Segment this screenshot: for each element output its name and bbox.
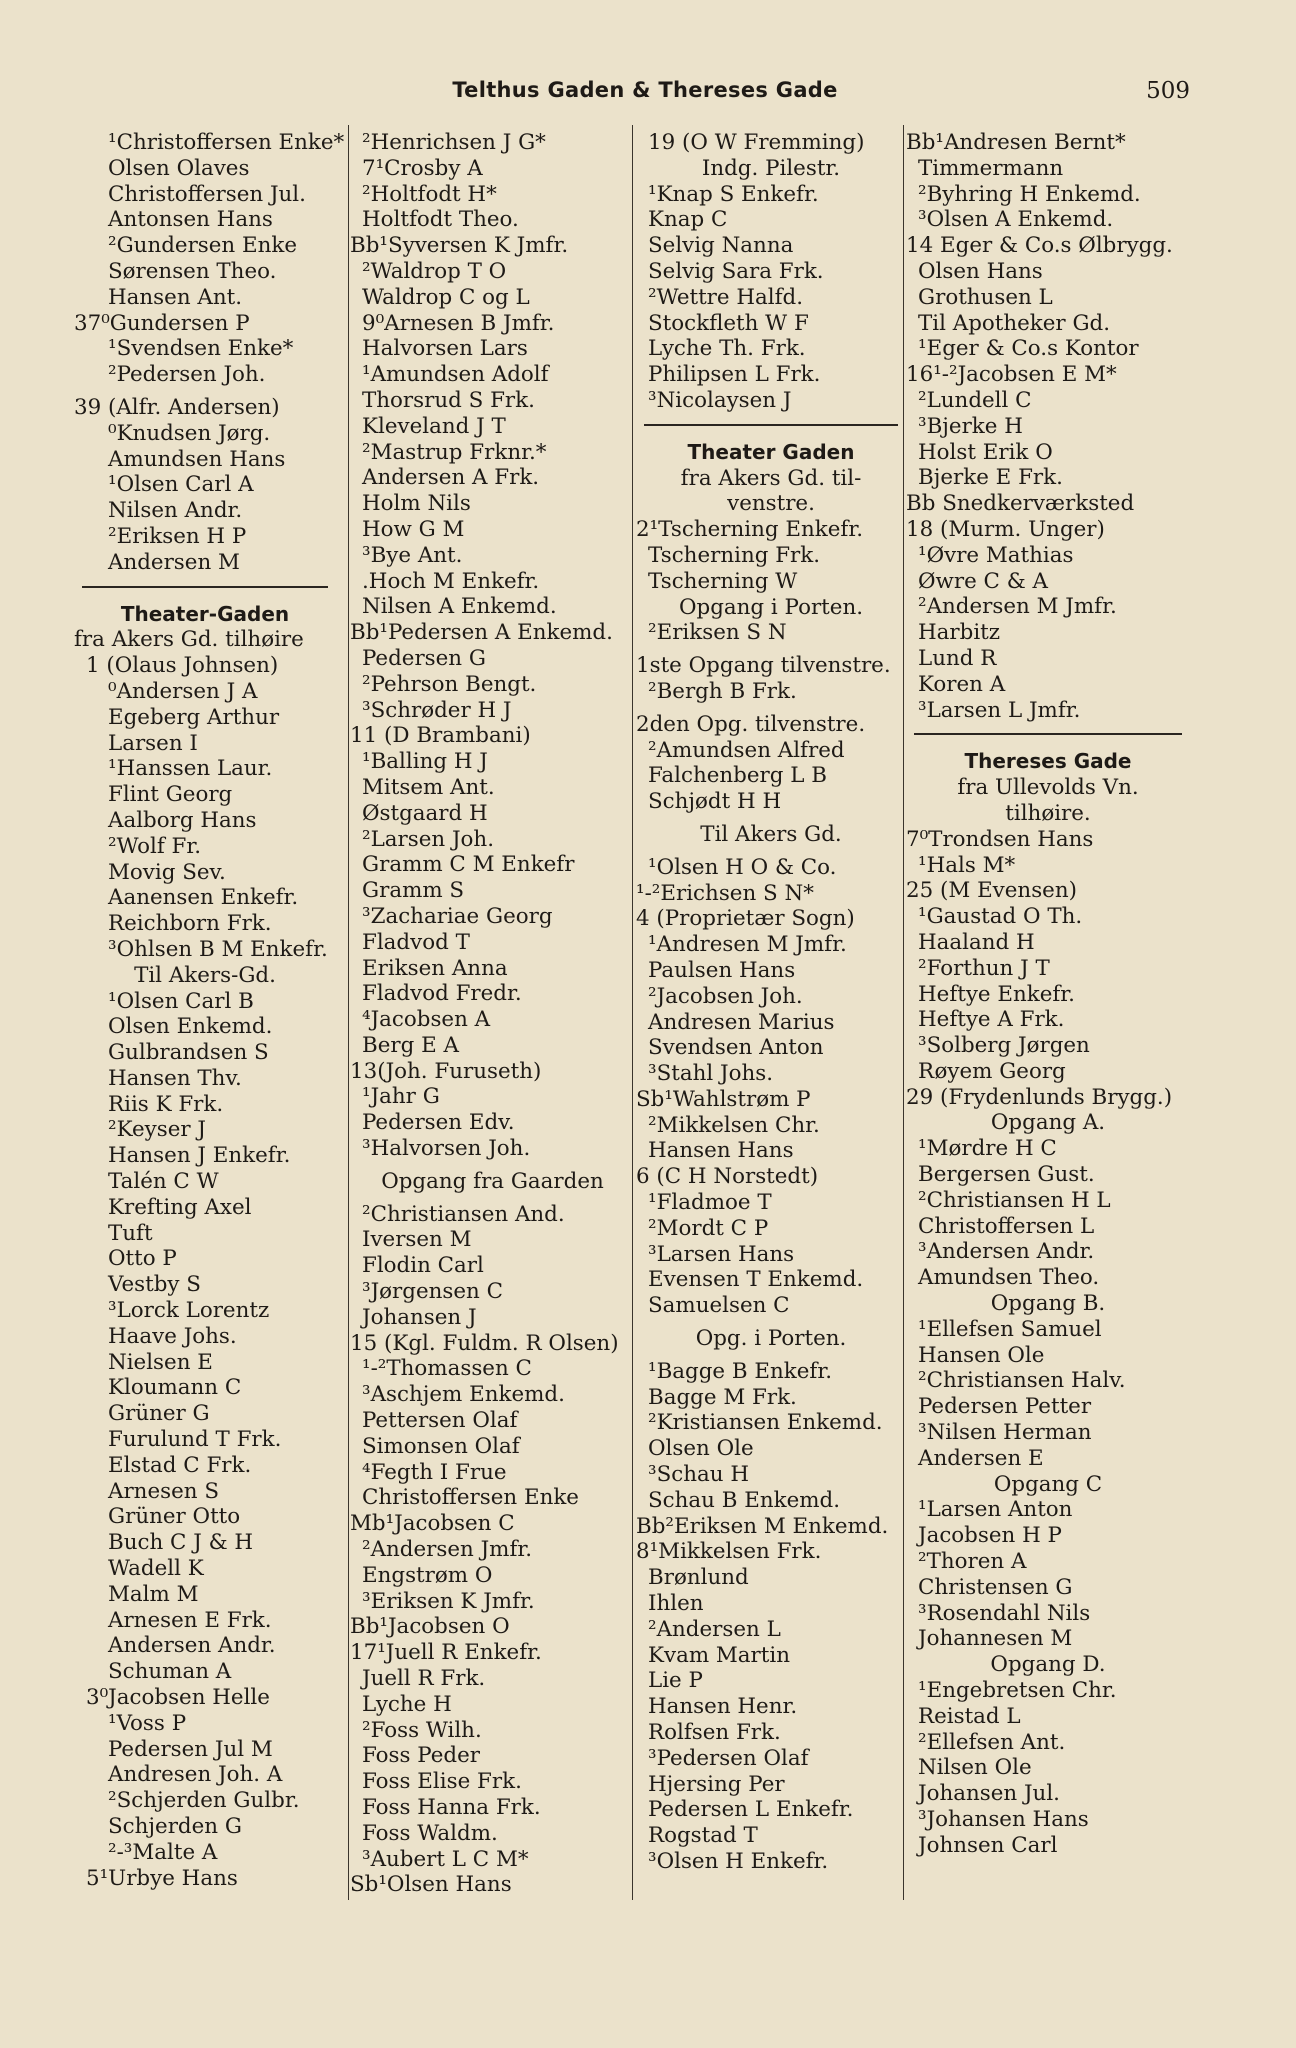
directory-entry: Andresen Joh. A	[108, 1762, 283, 1788]
entrance-heading: fra Ullevolds Vn.	[957, 775, 1139, 801]
directory-entry: ³Schau H	[648, 1462, 749, 1488]
directory-entry: Bjerke E Frk.	[918, 465, 1063, 491]
directory-entry: ¹Knap S Enkefr.	[648, 181, 819, 207]
directory-entry: Schau B Enkemd.	[648, 1487, 841, 1513]
directory-entry: ²Jacobsen Joh.	[648, 983, 803, 1009]
directory-entry: ²Christiansen Halv.	[918, 1368, 1126, 1394]
entrance-heading: Til Akers Gd.	[700, 821, 842, 847]
directory-entry: Movig Sev.	[108, 859, 226, 885]
directory-entry: ¹Gaustad O Th.	[918, 904, 1083, 930]
column-4	[906, 130, 1190, 1859]
directory-entry: ¹Olsen H O & Co.	[648, 854, 837, 880]
directory-entry: ²Mastrup Frknr.*	[362, 439, 547, 465]
directory-entry: Hansen Ole	[918, 1342, 1045, 1368]
directory-entry: Hansen J Enkefr.	[108, 1143, 291, 1169]
directory-entry: Johansen J	[362, 1304, 477, 1330]
entrance-heading: Opg. i Porten.	[695, 1326, 847, 1352]
directory-entry: Olsen Enkemd.	[108, 1014, 273, 1040]
directory-entry: Krefting Axel	[108, 1194, 252, 1220]
directory-entry: 37⁰Gundersen P	[74, 310, 250, 336]
directory-entry: Gramm C M Enkefr	[362, 852, 575, 878]
directory-entry: Fladvod T	[362, 929, 470, 955]
directory-entry: Andresen Marius	[648, 1009, 835, 1035]
directory-entry: ³Johansen Hans	[918, 1807, 1089, 1832]
directory-entry: Haaland H	[918, 929, 1035, 955]
directory-entry: Grüner Otto	[108, 1504, 241, 1530]
directory-entry: Reichborn Frk.	[108, 911, 272, 937]
directory-entry: ⁴Jacobsen A	[362, 1007, 491, 1033]
directory-entry: ²Christiansen H L	[918, 1187, 1111, 1213]
directory-entry: Johnsen Carl	[918, 1832, 1058, 1858]
directory-entry: ³Olsen A Enkemd.	[918, 207, 1114, 233]
directory-entry: Furulund T Frk.	[108, 1427, 282, 1453]
spacer	[350, 1195, 635, 1202]
directory-entry: Antonsen Hans	[108, 207, 273, 233]
directory-entry: ²-³Malte A	[108, 1839, 218, 1865]
directory-entry: 3⁰Jacobsen Helle	[86, 1685, 270, 1711]
directory-entry: Gulbrandsen S	[108, 1040, 269, 1066]
street-heading: Thereses Gade	[964, 749, 1132, 774]
directory-entry: Tuft	[108, 1220, 153, 1246]
directory-entry: Samuelsen C	[648, 1293, 790, 1319]
directory-entry: Schuman A	[108, 1659, 232, 1685]
directory-entry: Pedersen Edv.	[362, 1110, 515, 1136]
directory-entry: ²Pedersen Joh.	[108, 362, 266, 388]
directory-entry: ³Andersen Andr.	[918, 1239, 1095, 1265]
directory-entry: ¹Ellefsen Samuel	[918, 1316, 1102, 1342]
directory-entry: ²Ellefsen Ant.	[918, 1729, 1066, 1755]
directory-entry: Andersen A Frk.	[362, 465, 540, 491]
entrance-heading: fra Akers Gd. til-	[680, 465, 862, 491]
directory-entry: Foss Waldm.	[362, 1820, 498, 1846]
directory-entry: ¹Voss P	[108, 1710, 187, 1736]
directory-entry: ⁰Knudsen Jørg.	[108, 420, 271, 446]
entrance-heading: Opgang D.	[990, 1652, 1106, 1678]
section-rule	[644, 424, 898, 426]
directory-entry: Grothusen L	[918, 284, 1053, 310]
directory-entry: ¹Olsen Carl A	[108, 472, 254, 498]
column-divider	[348, 125, 349, 1900]
directory-entry: Holst Erik O	[918, 439, 1053, 465]
directory-entry: ²Andersen M Jmfr.	[918, 594, 1117, 620]
directory-entry: Nilsen A Enkemd.	[362, 594, 557, 620]
entrance-heading: Opgang fra Gaarden	[381, 1168, 604, 1194]
directory-entry: 25 (M Evensen)	[906, 878, 1077, 904]
directory-entry: fra Akers Gd. tilhøire	[74, 627, 304, 653]
directory-entry: ¹-²Erichsen S N*	[636, 880, 814, 906]
directory-entry: Koren A	[918, 671, 1006, 697]
directory-entry: Lie P	[648, 1668, 703, 1694]
directory-entry: Pedersen G	[362, 645, 486, 671]
directory-entry: Flint Georg	[108, 782, 233, 808]
directory-entry: Pedersen Jul M	[108, 1736, 273, 1762]
directory-entry: 6 (C H Norstedt)	[636, 1164, 819, 1190]
directory-entry: Bergersen Gust.	[918, 1162, 1095, 1188]
directory-entry: ²Mordt C P	[648, 1215, 769, 1241]
directory-entry: How G M	[362, 516, 465, 542]
directory-entry: Sb¹Wahlstrøm P	[636, 1086, 811, 1112]
directory-entry: Egeberg Arthur	[108, 704, 280, 730]
directory-entry: Hjersing Per	[648, 1771, 785, 1797]
directory-entry: ³Lorck Lorentz	[108, 1298, 270, 1324]
directory-entry: Andersen E	[918, 1445, 1044, 1471]
directory-entry: Iversen M	[362, 1227, 472, 1253]
spacer	[636, 1319, 906, 1326]
directory-entry: 17¹Juell R Enkefr.	[350, 1640, 542, 1666]
directory-entry: Amundsen Hans	[108, 446, 286, 472]
directory-entry: ²Eriksen H P	[108, 523, 247, 549]
directory-entry: ¹Amundsen Adolf	[362, 362, 549, 388]
directory-entry: 29 (Frydenlunds Brygg.)	[906, 1084, 1173, 1110]
directory-entry: ³Aschjem Enkemd.	[362, 1382, 565, 1408]
directory-entry: ⁴Fegth I Frue	[362, 1459, 507, 1485]
directory-entry: Ihlen	[648, 1591, 704, 1617]
directory-entry: Pedersen Petter	[918, 1394, 1092, 1420]
directory-entry: 1ste Opgang tilvenstre.	[636, 653, 891, 679]
directory-entry: ⁰Andersen J A	[108, 678, 258, 704]
directory-entry: ¹Eger & Co.s Kontor	[918, 336, 1139, 362]
directory-entry: ¹Øvre Mathias	[918, 542, 1074, 568]
directory-entry: Gramm S	[362, 878, 465, 904]
directory-entry: ²Gundersen Enke	[108, 233, 298, 259]
directory-entry: Otto P	[108, 1246, 177, 1272]
directory-entry: ³Rosendahl Nils	[918, 1600, 1091, 1626]
directory-entry: 16¹-²Jacobsen E M*	[906, 362, 1117, 388]
directory-entry: ¹Balling H J	[362, 749, 488, 775]
directory-entry: ²Andersen L	[648, 1616, 781, 1642]
directory-entry: Pedersen L Enkefr.	[648, 1797, 854, 1823]
directory-entry: Arnesen S	[108, 1478, 219, 1504]
directory-entry: Kvam Martin	[648, 1642, 790, 1668]
directory-entry: Rolfsen Frk.	[648, 1720, 781, 1746]
directory-entry: Christoffersen Jul.	[108, 181, 306, 207]
directory-entry: Sørensen Theo.	[108, 258, 277, 284]
directory-entry: Aanensen Enkefr.	[108, 885, 299, 911]
directory-entry: Flodin Carl	[362, 1253, 484, 1279]
directory-entry: Philipsen L Frk.	[648, 362, 821, 388]
spacer	[636, 646, 906, 653]
directory-entry: Talén C W	[108, 1169, 219, 1195]
directory-entry: ²Wettre Halfd.	[648, 284, 804, 310]
directory-entry: Johansen Jul.	[918, 1781, 1060, 1807]
directory-entry: ²Bergh B Frk.	[648, 678, 797, 704]
spacer	[636, 1352, 906, 1359]
directory-entry: Selvig Nanna	[648, 233, 794, 259]
directory-entry: Eriksen Anna	[362, 955, 508, 981]
directory-entry: Sb¹Olsen Hans	[350, 1872, 512, 1898]
directory-entry: ²Byhring H Enkemd.	[918, 181, 1141, 207]
directory-entry: ³Aubert L C M*	[362, 1846, 529, 1872]
directory-entry: Haave Johs.	[108, 1323, 237, 1349]
directory-entry: Hansen Ant.	[108, 284, 243, 310]
directory-entry: ²Waldrop T O	[362, 258, 507, 284]
directory-entry: Olsen Hans	[918, 258, 1043, 284]
directory-entry: Vestby S	[108, 1272, 201, 1298]
directory-entry: Johannesen M	[918, 1626, 1073, 1652]
page-number: 509	[1146, 78, 1190, 104]
directory-entry: Schjødt H H	[648, 789, 782, 815]
directory-entry: Foss Hanna Frk.	[362, 1795, 541, 1820]
directory-entry: ¹Mørdre H C	[918, 1136, 1057, 1162]
directory-entry: 7⁰Trondsen Hans	[906, 826, 1094, 852]
directory-entry: Elstad C Frk.	[108, 1452, 252, 1478]
directory-entry: ³Eriksen K Jmfr.	[362, 1588, 535, 1614]
street-heading: Theater Gaden	[687, 439, 855, 464]
directory-entry: ³Larsen Hans	[648, 1241, 795, 1267]
directory-entry: ³Nilsen Herman	[918, 1420, 1092, 1446]
spacer	[636, 848, 906, 855]
directory-entry: Paulsen Hans	[648, 957, 796, 983]
directory-entry: 13(Joh. Furuseth)	[350, 1058, 542, 1084]
directory-entry: Arnesen E Frk.	[108, 1607, 272, 1633]
directory-entry: ¹Bagge B Enkefr.	[648, 1358, 833, 1384]
directory-entry: Reistad L	[918, 1703, 1021, 1729]
column-3	[636, 130, 906, 1875]
directory-entry: ¹Fladmoe T	[648, 1190, 772, 1216]
directory-entry: Bb¹Jacobsen O	[350, 1614, 510, 1640]
directory-entry: Juell R Frk.	[362, 1666, 486, 1692]
column-2	[350, 130, 635, 1898]
directory-entry: ³Stahl Johs.	[648, 1061, 774, 1087]
directory-entry: ²Kristiansen Enkemd.	[648, 1410, 883, 1436]
directory-entry: ²Forthun J T	[918, 955, 1050, 981]
directory-entry: 15 (Kgl. Fuldm. R Olsen)	[350, 1330, 619, 1356]
entrance-heading: tilhøire.	[1005, 800, 1091, 826]
directory-entry: Bb Snedkerværksted	[906, 491, 1135, 517]
directory-entry: Engstrøm O	[362, 1562, 493, 1588]
directory-entry: ¹Hanssen Laur.	[108, 756, 273, 782]
column-1	[74, 130, 345, 1891]
directory-entry: Øwre C & A	[918, 568, 1048, 594]
directory-entry: ³Olsen H Enkefr.	[648, 1849, 829, 1874]
directory-entry: Andersen Andr.	[108, 1633, 276, 1659]
entrance-heading: Indg. Pilestr.	[701, 155, 841, 181]
directory-entry: Simonsen Olaf	[362, 1433, 520, 1459]
directory-entry: Nielsen E	[108, 1349, 213, 1375]
directory-entry: Selvig Sara Frk.	[648, 258, 824, 284]
spacer	[636, 815, 906, 822]
directory-entry: Christoffersen L	[918, 1213, 1095, 1239]
directory-entry: Heftye Enkefr.	[918, 981, 1075, 1007]
directory-entry: Mitsem Ant.	[362, 774, 495, 800]
directory-entry: ³Zachariae Georg	[362, 903, 553, 929]
directory-entry: ²Andersen Jmfr.	[362, 1537, 533, 1563]
directory-entry: Svendsen Anton	[648, 1035, 824, 1061]
directory-entry: ³Bjerke H	[918, 413, 1023, 439]
directory-entry: ²Larsen Joh.	[362, 826, 494, 852]
directory-entry: ³Schrøder H J	[362, 697, 512, 723]
directory-entry: ¹Olsen Carl B	[108, 988, 254, 1014]
directory-entry: 8¹Mikkelsen Frk.	[636, 1539, 822, 1565]
directory-entry: ¹Andresen M Jmfr.	[648, 932, 847, 958]
directory-entry: Heftye A Frk.	[918, 1007, 1065, 1033]
street-heading: Theater-Gaden	[120, 601, 290, 626]
directory-entry: ²Thoren A	[918, 1549, 1027, 1575]
directory-entry: Wadell K	[108, 1556, 204, 1582]
directory-entry: ²Holtfodt H*	[362, 181, 497, 207]
directory-entry: Østgaard H	[362, 800, 488, 826]
directory-entry: ¹-²Thomassen C	[362, 1356, 532, 1382]
section-rule	[82, 586, 328, 588]
directory-entry: ²Mikkelsen Chr.	[648, 1112, 820, 1138]
directory-entry: Hansen Hans	[648, 1138, 794, 1164]
directory-entry: ³Solberg Jørgen	[918, 1033, 1090, 1059]
directory-entry: Bb¹Pedersen A Enkemd.	[350, 620, 613, 646]
directory-entry: ³Pedersen Olaf	[648, 1745, 809, 1771]
directory-entry: ²Lundell C	[918, 387, 1032, 413]
directory-entry: Larsen I	[108, 730, 198, 756]
directory-entry: Olsen Olaves	[108, 155, 250, 181]
directory-entry: Malm M	[108, 1581, 199, 1607]
directory-entry: Tscherning Frk.	[648, 542, 821, 568]
directory-entry: Buch C J & H	[108, 1530, 254, 1556]
directory-entry: ³Nicolaysen J	[648, 387, 792, 413]
directory-entry: ²Amundsen Alfred	[648, 737, 845, 763]
entrance-heading: Til Akers-Gd.	[134, 962, 276, 988]
directory-entry: 4 (Proprietær Sogn)	[636, 906, 855, 932]
directory-entry: Harbitz	[918, 620, 1001, 646]
directory-entry: ²Keyser J	[108, 1117, 206, 1143]
directory-entry: ³Jørgensen C	[362, 1279, 503, 1305]
directory-entry: Røyem Georg	[918, 1058, 1066, 1084]
directory-entry: Evensen T Enkemd.	[648, 1267, 864, 1293]
directory-entry: Lyche H	[362, 1691, 452, 1717]
directory-entry: Christensen G	[918, 1574, 1073, 1600]
directory-entry: Kloumann C	[108, 1375, 242, 1401]
directory-entry: ¹Jahr G	[362, 1084, 440, 1110]
directory-entry: Holm Nils	[362, 491, 471, 517]
entrance-heading: Opgang B.	[990, 1291, 1106, 1317]
directory-entry: Hansen Henr.	[648, 1694, 798, 1720]
directory-entry: Bb²Eriksen M Enkemd.	[636, 1513, 889, 1539]
directory-entry: Olsen Ole	[648, 1436, 754, 1462]
directory-entry: Aalborg Hans	[108, 807, 257, 833]
directory-entry: Timmermann	[918, 155, 1064, 181]
directory-entry: Bb¹Andresen Bernt*	[906, 130, 1126, 155]
directory-entry: Bb¹Syversen K Jmfr.	[350, 233, 569, 259]
directory-entry: 5¹Urbye Hans	[86, 1865, 238, 1891]
directory-entry: ²Schjerden Gulbr.	[108, 1788, 300, 1814]
directory-entry: 18 (Murm. Unger)	[906, 516, 1105, 542]
directory-entry: 11 (D Brambani)	[350, 723, 531, 749]
directory-entry: ¹Larsen Anton	[918, 1497, 1073, 1523]
directory-entry: Riis K Frk.	[108, 1091, 224, 1117]
directory-entry: 7¹Crosby A	[362, 155, 483, 181]
directory-entry: ²Foss Wilh.	[362, 1717, 482, 1743]
entrance-heading: venstre.	[727, 491, 815, 517]
directory-entry: ²Christiansen And.	[362, 1201, 565, 1227]
directory-entry: Foss Peder	[362, 1743, 480, 1769]
directory-entry: Berg E A	[362, 1032, 459, 1058]
directory-entry: ²Wolf Fr.	[108, 833, 202, 859]
directory-entry: ²Pehrson Bengt.	[362, 671, 537, 697]
directory-entry: Nilsen Ole	[918, 1755, 1032, 1781]
directory-entry: Bagge M Frk.	[648, 1384, 797, 1410]
directory-entry: 1 (Olaus Johnsen)	[86, 653, 279, 679]
directory-entry: ¹Christoffersen Enke*	[108, 130, 345, 155]
directory-entry: Holtfodt Theo.	[362, 207, 519, 233]
entrance-heading: Opgang C	[993, 1471, 1103, 1497]
directory-entry: Til Apotheker Gd.	[918, 310, 1111, 336]
directory-entry: Thorsrud S Frk.	[362, 387, 535, 413]
directory-entry: Schjerden G	[108, 1814, 242, 1839]
directory-entry: Brønlund	[648, 1565, 749, 1591]
entrance-heading: Opgang A.	[990, 1110, 1106, 1136]
directory-entry: 19 (O W Fremming)	[648, 130, 865, 155]
page-header	[100, 78, 1190, 118]
directory-entry: ³Halvorsen Joh.	[362, 1136, 531, 1162]
directory-entry: Grüner G	[108, 1401, 210, 1427]
section-rule	[914, 733, 1182, 735]
directory-entry: Pettersen Olaf	[362, 1408, 518, 1434]
directory-entry: ³Ohlsen B M Enkefr.	[108, 936, 328, 962]
directory-entry: Waldrop C og L	[362, 284, 530, 310]
directory-entry: ¹Svendsen Enke*	[108, 336, 294, 362]
directory-entry: Stockfleth W F	[648, 310, 809, 336]
directory-entry: Mb¹Jacobsen C	[350, 1511, 515, 1537]
spacer	[636, 705, 906, 712]
directory-entry: Fladvod Fredr.	[362, 981, 522, 1007]
directory-entry: ²Henrichsen J G*	[362, 130, 546, 155]
directory-entry: ¹Hals M*	[918, 852, 1016, 878]
directory-entry: 2¹Tscherning Enkefr.	[636, 517, 864, 543]
directory-entry: Falchenberg L B	[648, 763, 827, 789]
entrance-heading: Opgang i Porten.	[678, 594, 864, 620]
directory-entry: 9⁰Arnesen B Jmfr.	[362, 310, 555, 336]
directory-entry: Andersen M	[108, 549, 240, 575]
directory-entry: 14 Eger & Co.s Ølbrygg.	[906, 233, 1173, 259]
directory-entry: Jacobsen H P	[918, 1523, 1062, 1549]
directory-entry: 2den Opg. tilvenstre.	[636, 711, 866, 737]
directory-entry: Lyche Th. Frk.	[648, 336, 806, 362]
spacer	[74, 388, 336, 395]
directory-entry: Amundsen Theo.	[918, 1265, 1100, 1291]
page-title: Telthus Gaden & Thereses Gade	[452, 78, 838, 102]
directory-entry: Knap C	[648, 207, 728, 233]
directory-entry: Tscherning W	[648, 568, 798, 594]
directory-entry: Kleveland J T	[362, 413, 506, 439]
directory-entry: Halvorsen Lars	[362, 336, 528, 362]
directory-entry: 39 (Alfr. Andersen)	[74, 394, 280, 420]
directory-entry: Nilsen Andr.	[108, 498, 243, 524]
directory-entry: Hansen Thv.	[108, 1065, 242, 1091]
spacer	[350, 1162, 635, 1169]
directory-entry: Lund R	[918, 645, 997, 671]
directory-entry: Christoffersen Enke	[362, 1485, 579, 1511]
directory-entry: ²Eriksen S N	[648, 620, 787, 646]
directory-entry: Foss Elise Frk.	[362, 1769, 522, 1795]
directory-entry: .Hoch M Enkefr.	[362, 568, 540, 594]
directory-entry: ³Bye Ant.	[362, 542, 463, 568]
directory-entry: ³Larsen L Jmfr.	[918, 697, 1081, 723]
directory-entry: ¹Engebretsen Chr.	[918, 1678, 1117, 1704]
directory-entry: Rogstad T	[648, 1823, 758, 1849]
